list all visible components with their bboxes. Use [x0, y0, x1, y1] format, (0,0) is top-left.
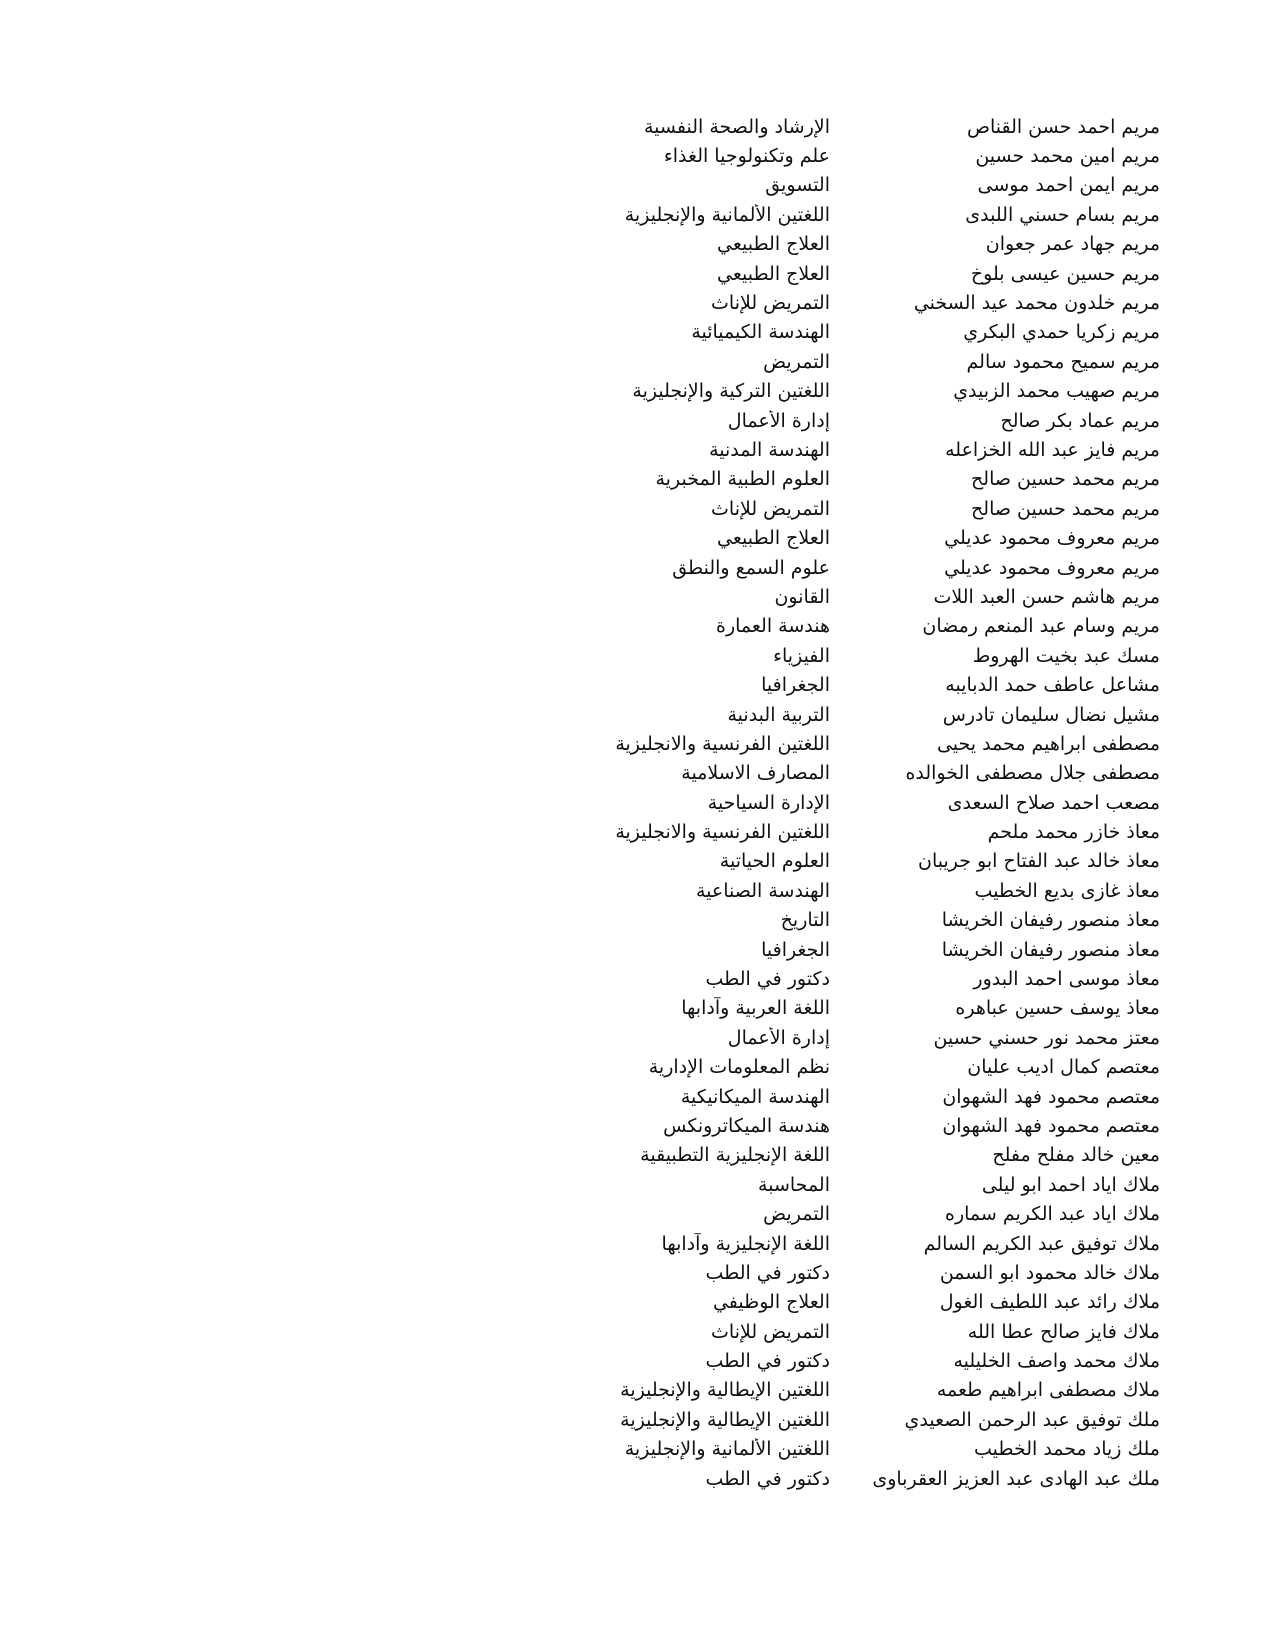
student-name: معاذ منصور رفيفان الخريشا [941, 938, 1160, 961]
student-name: مصطفى ابراهيم محمد يحيى [936, 732, 1160, 755]
student-major: اللغة الإنجليزية التطبيقية [640, 1144, 830, 1167]
list-item [560, 906, 1160, 935]
student-major: التمريض للإناث [711, 292, 830, 315]
student-name: ملاك رائد عبد اللطيف الغول [939, 1291, 1160, 1314]
student-major: هندسة الميكاترونكس [663, 1114, 830, 1137]
list-item [560, 759, 1160, 788]
student-name: معاذ غازى بديع الخطيب [974, 879, 1160, 902]
student-name: معاذ خالد عبد الفتاح ابو جريبان [918, 850, 1160, 873]
student-name: معاذ منصور رفيفان الخريشا [941, 909, 1160, 932]
student-name: مريم جهاد عمر جعوان [985, 233, 1160, 256]
student-major: التاريخ [780, 909, 830, 932]
list-item [560, 582, 1160, 611]
list-item [560, 171, 1160, 200]
list-item [560, 1141, 1160, 1170]
student-name: مريم خلدون محمد عيد السخني [913, 292, 1160, 315]
student-major: دكتور في الطب [705, 968, 830, 991]
student-name: مصعب احمد صلاح السعدى [947, 791, 1160, 814]
student-name: مريم فايز عبد الله الخزاعله [945, 438, 1160, 461]
student-major: العلاج الطبيعي [717, 233, 830, 256]
student-major: نظم المعلومات الإدارية [648, 1056, 830, 1079]
list-item [560, 1405, 1160, 1434]
student-major: الهندسة الصناعية [695, 879, 830, 902]
student-name: مريم هاشم حسن العبد اللات [933, 585, 1160, 608]
list-item [560, 377, 1160, 406]
list-item [560, 641, 1160, 670]
student-name: ملاك اياد احمد ابو ليلى [981, 1173, 1160, 1196]
list-item [560, 318, 1160, 347]
list-item [560, 1170, 1160, 1199]
student-name: معاذ خازر محمد ملحم [987, 821, 1160, 844]
list-item [560, 112, 1160, 141]
student-name: مشيل نضال سليمان تادرس [942, 703, 1160, 726]
student-name: مسك عبد بخيت الهروط [972, 644, 1160, 667]
list-item [560, 523, 1160, 552]
student-name: مريم محمد حسين صالح [971, 468, 1160, 491]
student-major: اللغتين الألمانية والإنجليزية [624, 1438, 830, 1461]
student-name: مريم زكريا حمدي البكري [963, 321, 1160, 344]
student-name: مريم معروف محمود عديلي [944, 556, 1160, 579]
list-item [560, 347, 1160, 376]
list-item [560, 1082, 1160, 1111]
student-major: المحاسبة [758, 1173, 830, 1196]
student-name: مريم محمد حسين صالح [971, 497, 1160, 520]
student-name: ملاك فايز صالح عطا الله [967, 1320, 1160, 1343]
list-item [560, 1023, 1160, 1052]
student-major: علوم السمع والنطق [672, 556, 830, 579]
student-major: التمريض [763, 350, 830, 373]
list-item [560, 1288, 1160, 1317]
student-major: التمريض للإناث [711, 1320, 830, 1343]
student-major: اللغتين الألمانية والإنجليزية [624, 203, 830, 226]
student-major: الهندسة الكيميائية [691, 321, 830, 344]
student-name: معاذ يوسف حسين عباهره [955, 997, 1160, 1020]
student-name: معتصم كمال اديب عليان [967, 1056, 1160, 1079]
list-item [560, 729, 1160, 758]
student-name: معتصم محمود فهد الشهوان [942, 1114, 1160, 1137]
student-major: الجغرافيا [761, 938, 830, 961]
student-name: مريم وسام عبد المنعم رمضان [922, 615, 1160, 638]
list-item [560, 788, 1160, 817]
student-major: اللغتين الفرنسية والانجليزية [615, 821, 830, 844]
list-item [560, 1346, 1160, 1375]
list-item [560, 406, 1160, 435]
student-major: العلاج الطبيعي [717, 527, 830, 550]
student-name: مريم حسين عيسى بلوخ [970, 262, 1160, 285]
student-name: ملك توفيق عبد الرحمن الصعيدي [904, 1408, 1160, 1431]
list-item [560, 612, 1160, 641]
student-major: التربية البدنية [727, 703, 830, 726]
student-name: مصطفى جلال مصطفى الخوالده [905, 762, 1160, 785]
list-item [560, 553, 1160, 582]
list-item [560, 935, 1160, 964]
student-major: التمريض للإناث [711, 497, 830, 520]
list-item [560, 1464, 1160, 1493]
student-name: ملاك اياد عبد الكريم سماره [945, 1203, 1160, 1226]
student-major: اللغتين التركية والإنجليزية [632, 380, 830, 403]
student-name: ملك عبد الهادى عبد العزيز العقرباوى [872, 1467, 1160, 1490]
list-item [560, 259, 1160, 288]
list-item [560, 288, 1160, 317]
list-item [560, 670, 1160, 699]
student-name: مريم ايمن احمد موسى [977, 174, 1160, 197]
student-name: مشاعل عاطف حمد الدبايبه [945, 674, 1160, 697]
student-name: معاذ موسى احمد البدور [973, 968, 1160, 991]
student-major: هندسة العمارة [715, 615, 830, 638]
student-major: التمريض [763, 1203, 830, 1226]
student-name: معتز محمد نور حسني حسين [933, 1026, 1160, 1049]
list-item [560, 1435, 1160, 1464]
student-list [560, 112, 1160, 1493]
list-item [560, 847, 1160, 876]
list-item [560, 465, 1160, 494]
student-name: مريم احمد حسن القناص [966, 115, 1160, 138]
list-item [560, 1111, 1160, 1140]
list-item [560, 700, 1160, 729]
student-major: العلوم الحياتية [719, 850, 830, 873]
student-major: الهندسة المدنية [709, 438, 830, 461]
student-major: اللغة الإنجليزية وآدابها [661, 1232, 830, 1255]
list-item [560, 141, 1160, 170]
student-major: اللغتين الإيطالية والإنجليزية [620, 1379, 830, 1402]
list-item [560, 1229, 1160, 1258]
student-name: مريم بسام حسني اللبدى [965, 203, 1160, 226]
student-major: اللغتين الإيطالية والإنجليزية [620, 1408, 830, 1431]
list-item [560, 1053, 1160, 1082]
student-name: ملاك خالد محمود ابو السمن [939, 1261, 1160, 1284]
student-major: القانون [774, 585, 830, 608]
list-item [560, 435, 1160, 464]
student-major: إدارة الأعمال [727, 1026, 830, 1049]
student-name: ملاك مصطفى ابراهيم طعمه [936, 1379, 1160, 1402]
list-item [560, 1376, 1160, 1405]
list-item [560, 1317, 1160, 1346]
student-major: العلاج الوظيفي [712, 1291, 830, 1314]
student-major: الفيزياء [773, 644, 830, 667]
student-major: الجغرافيا [761, 674, 830, 697]
list-item [560, 876, 1160, 905]
student-name: ملك زياد محمد الخطيب [973, 1438, 1160, 1461]
student-name: مريم صهيب محمد الزبيدي [953, 380, 1160, 403]
student-major: إدارة الأعمال [727, 409, 830, 432]
student-major: اللغتين الفرنسية والانجليزية [615, 732, 830, 755]
student-name: مريم عماد بكر صالح [1000, 409, 1160, 432]
student-name: ملاك توفيق عبد الكريم السالم [923, 1232, 1160, 1255]
student-major: العلوم الطبية المخبرية [655, 468, 830, 491]
student-major: علم وتكنولوجيا الغذاء [663, 145, 830, 168]
list-item [560, 1199, 1160, 1228]
student-major: الإدارة السياحية [707, 791, 830, 814]
list-item [560, 817, 1160, 846]
student-major: الإرشاد والصحة النفسية [644, 115, 830, 138]
student-name: مريم معروف محمود عديلي [944, 527, 1160, 550]
list-item [560, 230, 1160, 259]
student-name: معين خالد مفلح مفلح [992, 1144, 1160, 1167]
student-name: ملاك محمد واصف الخليليه [953, 1350, 1160, 1373]
student-major: العلاج الطبيعي [717, 262, 830, 285]
list-item [560, 964, 1160, 993]
student-major: المصارف الاسلامية [681, 762, 830, 785]
student-major: دكتور في الطب [705, 1350, 830, 1373]
student-major: التسويق [765, 174, 830, 197]
list-item [560, 494, 1160, 523]
list-item [560, 994, 1160, 1023]
student-major: اللغة العربية وآدابها [681, 997, 830, 1020]
list-item [560, 1258, 1160, 1287]
list-item [560, 200, 1160, 229]
student-major: دكتور في الطب [705, 1261, 830, 1284]
student-major: دكتور في الطب [705, 1467, 830, 1490]
student-major: الهندسة الميكانيكية [680, 1085, 830, 1108]
student-name: معتصم محمود فهد الشهوان [942, 1085, 1160, 1108]
student-name: مريم امين محمد حسين [975, 145, 1160, 168]
student-name: مريم سميح محمود سالم [966, 350, 1160, 373]
